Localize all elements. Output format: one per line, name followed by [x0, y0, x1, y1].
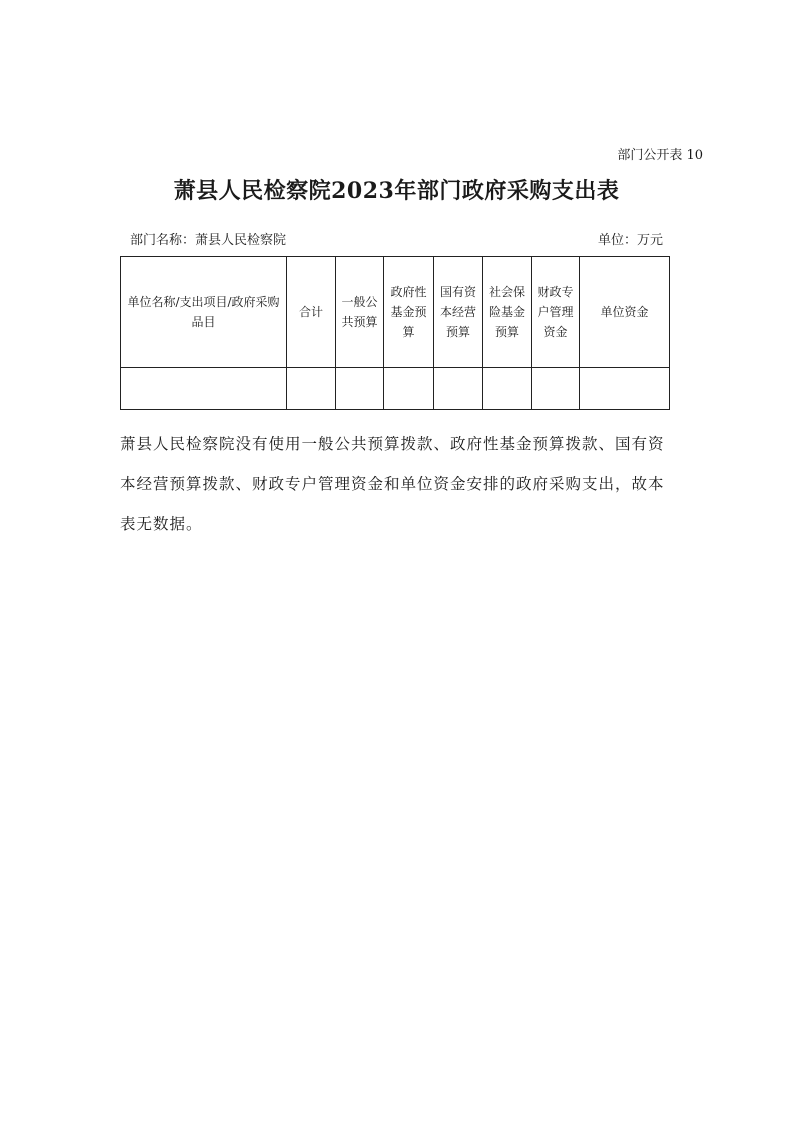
procurement-table	[120, 256, 670, 410]
department-name: 部门名称：萧县人民检察院	[130, 233, 287, 248]
table-header-row	[121, 257, 670, 368]
table-cell	[336, 368, 384, 410]
col-header-social-insurance: 社会保险基金预算	[483, 257, 532, 368]
meta-row	[130, 229, 663, 248]
col-header-special-account: 财政专户管理资金	[532, 257, 580, 368]
unit-label: 单位：万元	[597, 233, 663, 248]
table-row	[121, 368, 670, 410]
explanatory-note: 萧县人民检察院没有使用一般公共预算拨款、政府性基金预算拨款、国有资本经营预算拨款、财政专户管理资金和单位资金安排的政府采购支出，故本表无数据。	[120, 435, 665, 533]
col-header-name: 单位名称/支出项目/政府采购品目	[121, 257, 287, 368]
table-cell	[287, 368, 336, 410]
col-header-state-capital: 国有资本经营预算	[434, 257, 483, 368]
col-header-general-budget: 一般公共预算	[336, 257, 384, 368]
table-cell	[483, 368, 532, 410]
col-header-total: 合计	[287, 257, 336, 368]
col-header-unit-funds: 单位资金	[580, 257, 670, 368]
table-cell	[532, 368, 580, 410]
table-cell	[384, 368, 434, 410]
col-header-gov-fund: 政府性基金预算	[384, 257, 434, 368]
table-cell	[580, 368, 670, 410]
table-number: 部门公开表 10	[617, 148, 703, 163]
table-cell	[434, 368, 483, 410]
table-cell	[121, 368, 287, 410]
page-title: 萧县人民检察院2023年部门政府采购支出表	[173, 178, 620, 204]
